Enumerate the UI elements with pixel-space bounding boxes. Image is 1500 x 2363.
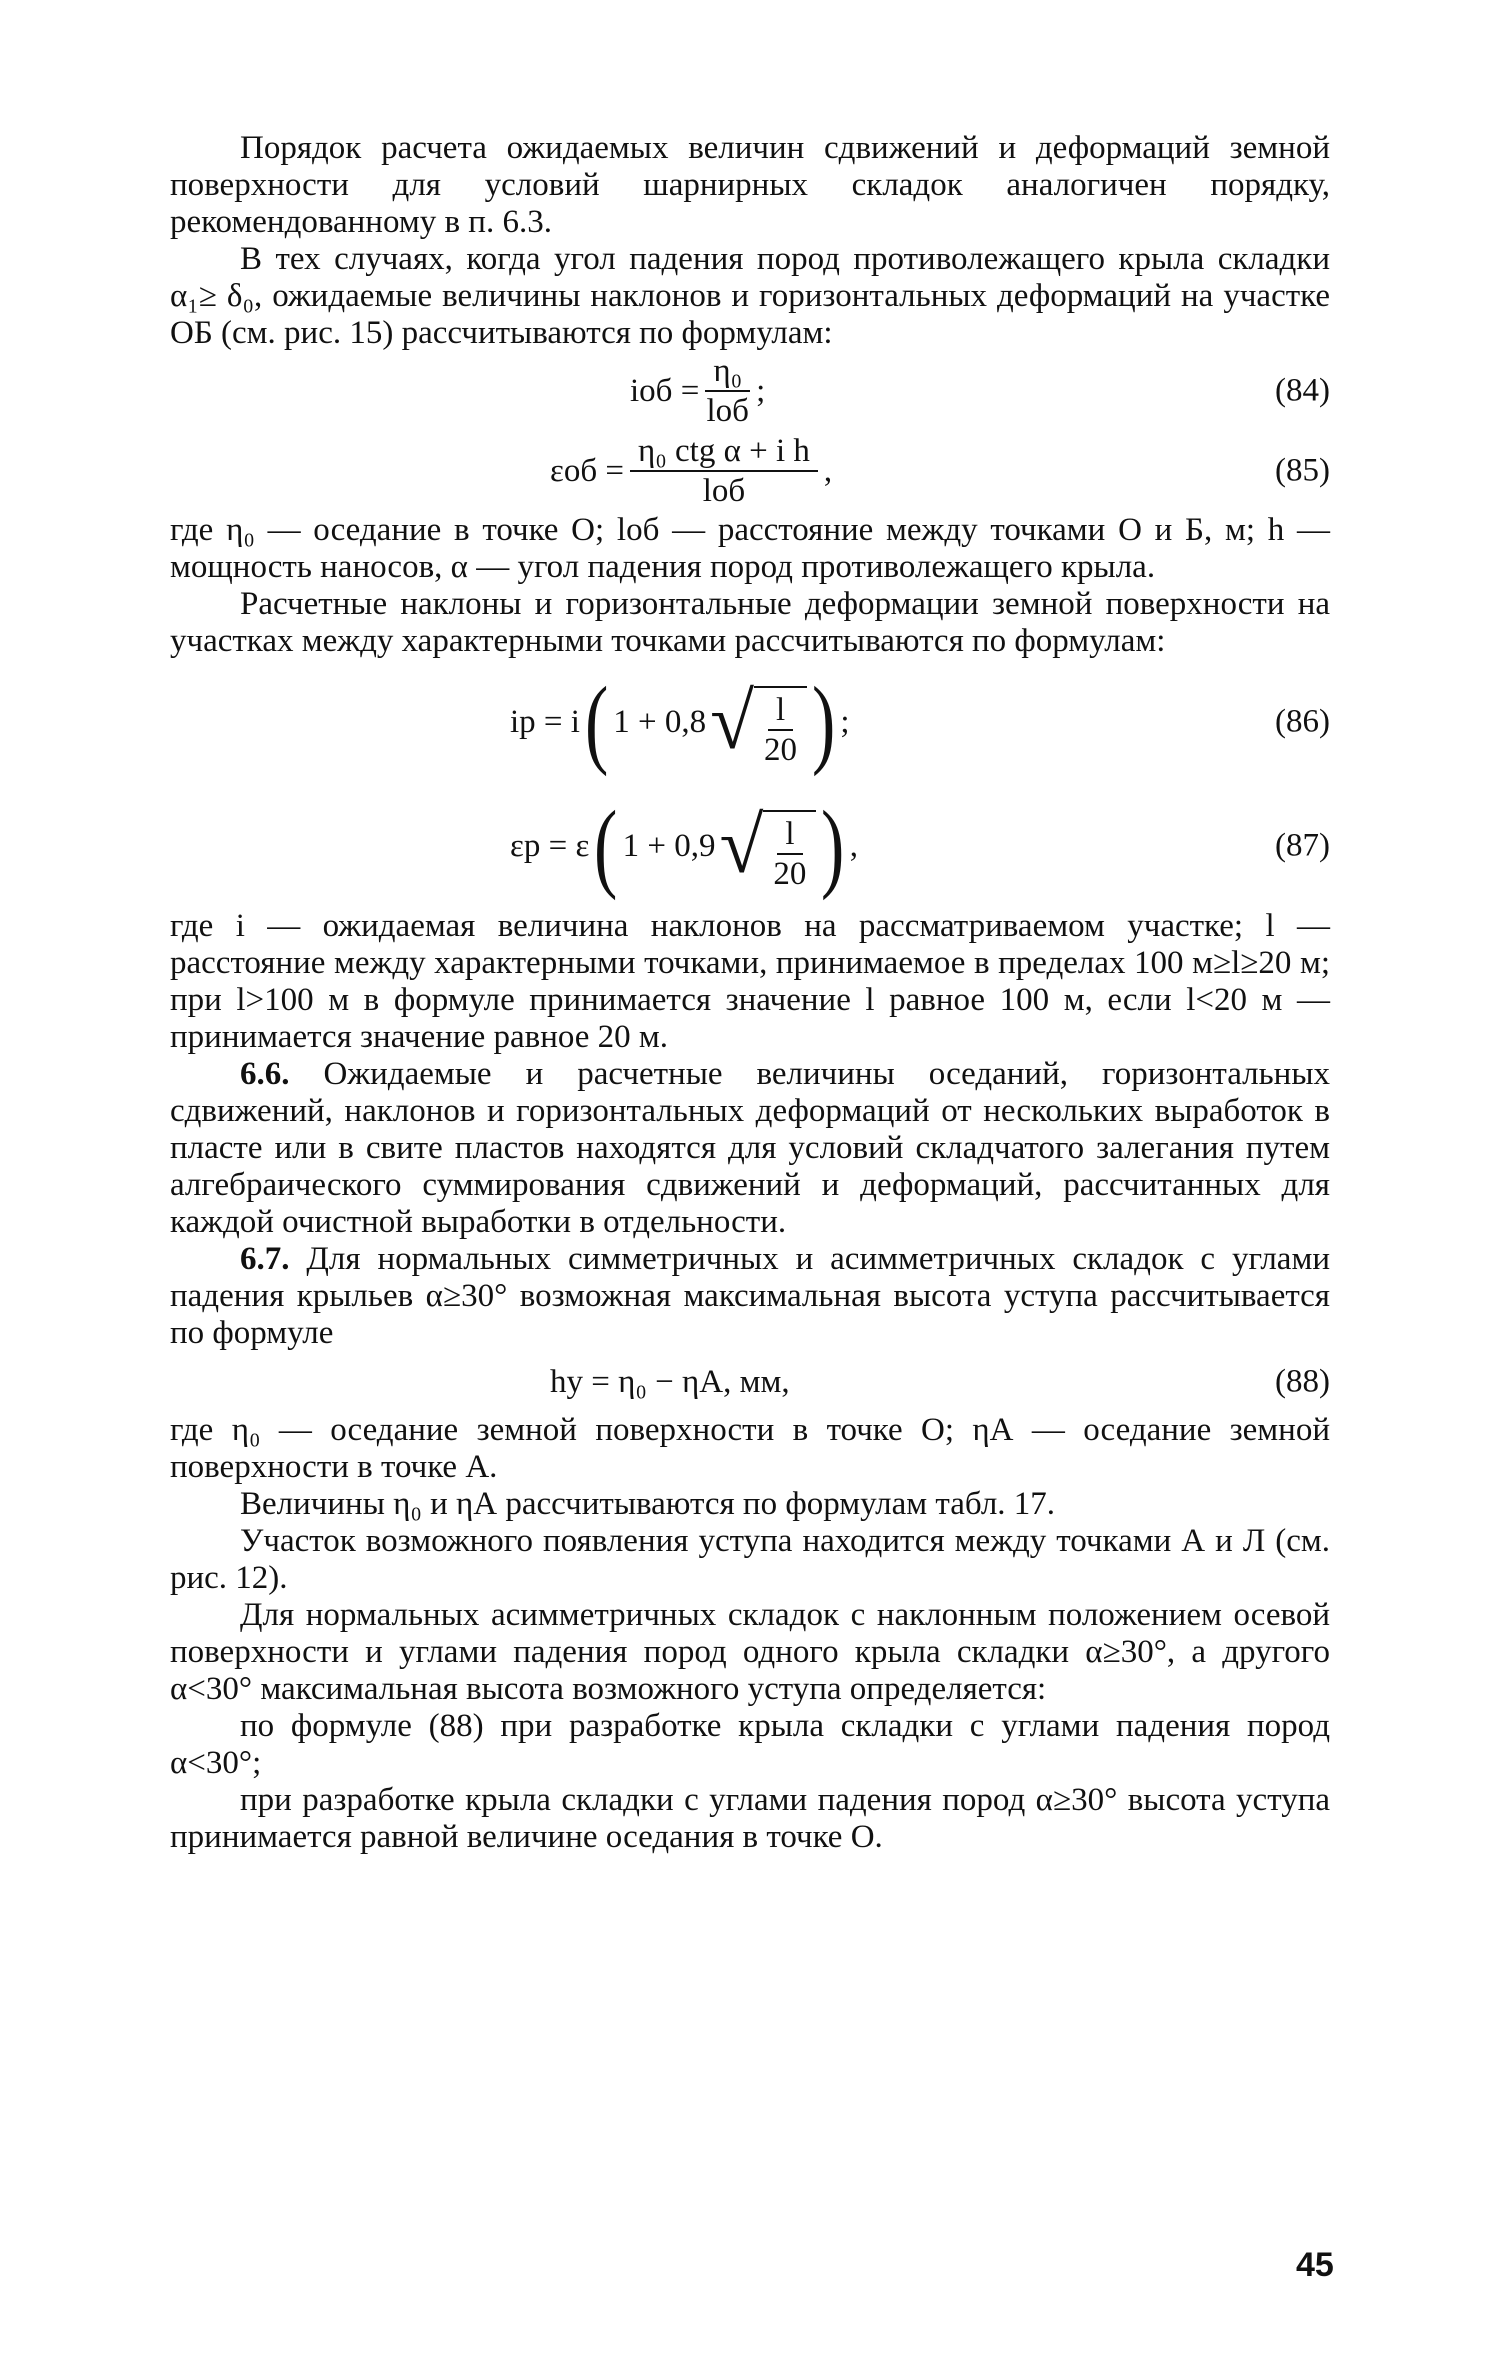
paragraph-11: Для нормальных асимметричных складок с наклонным положением осевой поверхности и углами падения пород одного крыла складки α≥30°, а другого α<30° максимальная высота возможного уступа определяется: [170, 1597, 1330, 1707]
formula-87 [170, 784, 1330, 908]
formula-85-tail: , [823, 452, 833, 489]
formula-87-fraction [773, 817, 806, 891]
formula-84-tail: ; [756, 372, 766, 409]
paragraph-5: где i — ожидаемая величина наклонов на рассматриваемом участке; l — расстояние между характерными точками, принимаемое в пределах 100 м≥l≥20 м; при l>100 м в формуле принимается значение l равное 100 м, если l<20 м — принимается значение равное 20 м. [170, 908, 1330, 1055]
formula-87-denominator: 20 [773, 856, 807, 892]
formula-86-inner: 1 + 0,8 [613, 703, 707, 740]
formula-88 [170, 1352, 1330, 1412]
formula-88-expr: hу = η₀ − ηА, мм, [550, 1363, 790, 1400]
formula-86-numerator: l [768, 693, 793, 731]
formula-84 [170, 352, 1330, 430]
formula-85-fraction [630, 434, 818, 508]
formula-84-denominator: lоб [706, 393, 749, 429]
paragraph-2: В тех случаях, когда угол падения пород противолежащего крыла складки α₁≥ δ₀, ожидаемые величины наклонов и горизонтальных деформаций на участке ОБ (см. рис. 15) рассчитываются по формулам: [170, 241, 1330, 351]
paragraph-3: где η₀ — оседание в точке О; lоб — расстояние между точками О и Б, м; h — мощность наносов, α — угол падения пород противолежащего крыла. [170, 512, 1330, 585]
formula-86-open-paren: ( [584, 666, 609, 777]
formula-86 [170, 660, 1330, 784]
paragraph-10: Участок возможного появления уступа находится между точками А и Л (см. рис. 12). [170, 1523, 1330, 1596]
formula-85-denominator: lоб [702, 473, 746, 509]
formula-87-lhs: εр = ε [510, 827, 590, 864]
formula-86-fraction [764, 693, 797, 767]
section-number-6-6: 6.6. [240, 1056, 290, 1092]
formula-87-inner: 1 + 0,9 [622, 827, 716, 864]
section-number-6-7: 6.7. [240, 1241, 290, 1277]
paragraph-6 [170, 1056, 1330, 1241]
paragraph-6-text: Ожидаемые и расчетные величины оседаний, горизонтальных сдвижений, наклонов и горизонтальных деформаций от нескольких выработок в пласте или в свите пластов находятся для условий складчатого залегания путем алгебраического суммирования сдвижений и деформаций, рассчитанных для каждой очистной выработки в отдельности. [170, 1056, 1330, 1240]
formula-87-sqrt [720, 796, 817, 896]
formula-87-close-paren: ) [821, 790, 845, 901]
formula-87-number: (87) [1275, 827, 1330, 864]
formula-87-tail: , [849, 827, 858, 864]
paragraph-12: по формуле (88) при разработке крыла складки с углами падения пород α<30°; [170, 1708, 1330, 1781]
formula-85-numerator: η₀ ctg α + i h [630, 434, 818, 472]
document-page [170, 130, 1330, 1856]
paragraph-13: при разработке крыла складки с углами падения пород α≥30° высота уступа принимается равной величине оседания в точке О. [170, 1782, 1330, 1855]
paragraph-9: Величины η₀ и ηА рассчитываются по формулам табл. 17. [240, 1486, 1056, 1522]
paragraph-1: Порядок расчета ожидаемых величин сдвижений и деформаций земной поверхности для условий шарнирных складок аналогичен порядку, рекомендованному в п. 6.3. [170, 130, 1330, 240]
paragraph-8: где η₀ — оседание земной поверхности в точке О; ηА — оседание земной поверхности в точке А. [170, 1412, 1330, 1485]
formula-87-numerator: l [777, 817, 802, 855]
formula-86-lhs: iр = i [510, 703, 580, 740]
formula-86-number: (86) [1275, 703, 1330, 740]
formula-85-number: (85) [1275, 452, 1330, 489]
formula-84-lhs: iоб = [630, 372, 700, 409]
paragraph-7 [170, 1241, 1330, 1352]
formula-86-close-paren: ) [812, 666, 836, 777]
formula-86-tail: ; [840, 703, 850, 740]
formula-88-number: (88) [1275, 1363, 1330, 1400]
formula-86-sqrt [710, 672, 807, 772]
formula-85 [170, 430, 1330, 512]
paragraph-4: Расчетные наклоны и горизонтальные деформации земной поверхности на участках между характерными точками рассчитываются по формулам: [170, 586, 1330, 659]
formula-85-lhs: εоб = [550, 452, 625, 489]
sqrt-icon: √ [710, 678, 755, 766]
formula-84-numerator: η₀ [705, 354, 750, 392]
formula-84-fraction [705, 354, 750, 428]
paragraph-7-text: Для нормальных симметричных и асимметричных складок с углами падения крыльев α≥30° возможная максимальная высота уступа рассчитывается по формуле [170, 1241, 1330, 1351]
sqrt-icon: √ [719, 802, 764, 890]
formula-87-open-paren: ( [594, 790, 618, 901]
formula-84-number: (84) [1275, 372, 1330, 409]
formula-86-denominator: 20 [764, 732, 798, 768]
page-number: 45 [1296, 2246, 1334, 2284]
